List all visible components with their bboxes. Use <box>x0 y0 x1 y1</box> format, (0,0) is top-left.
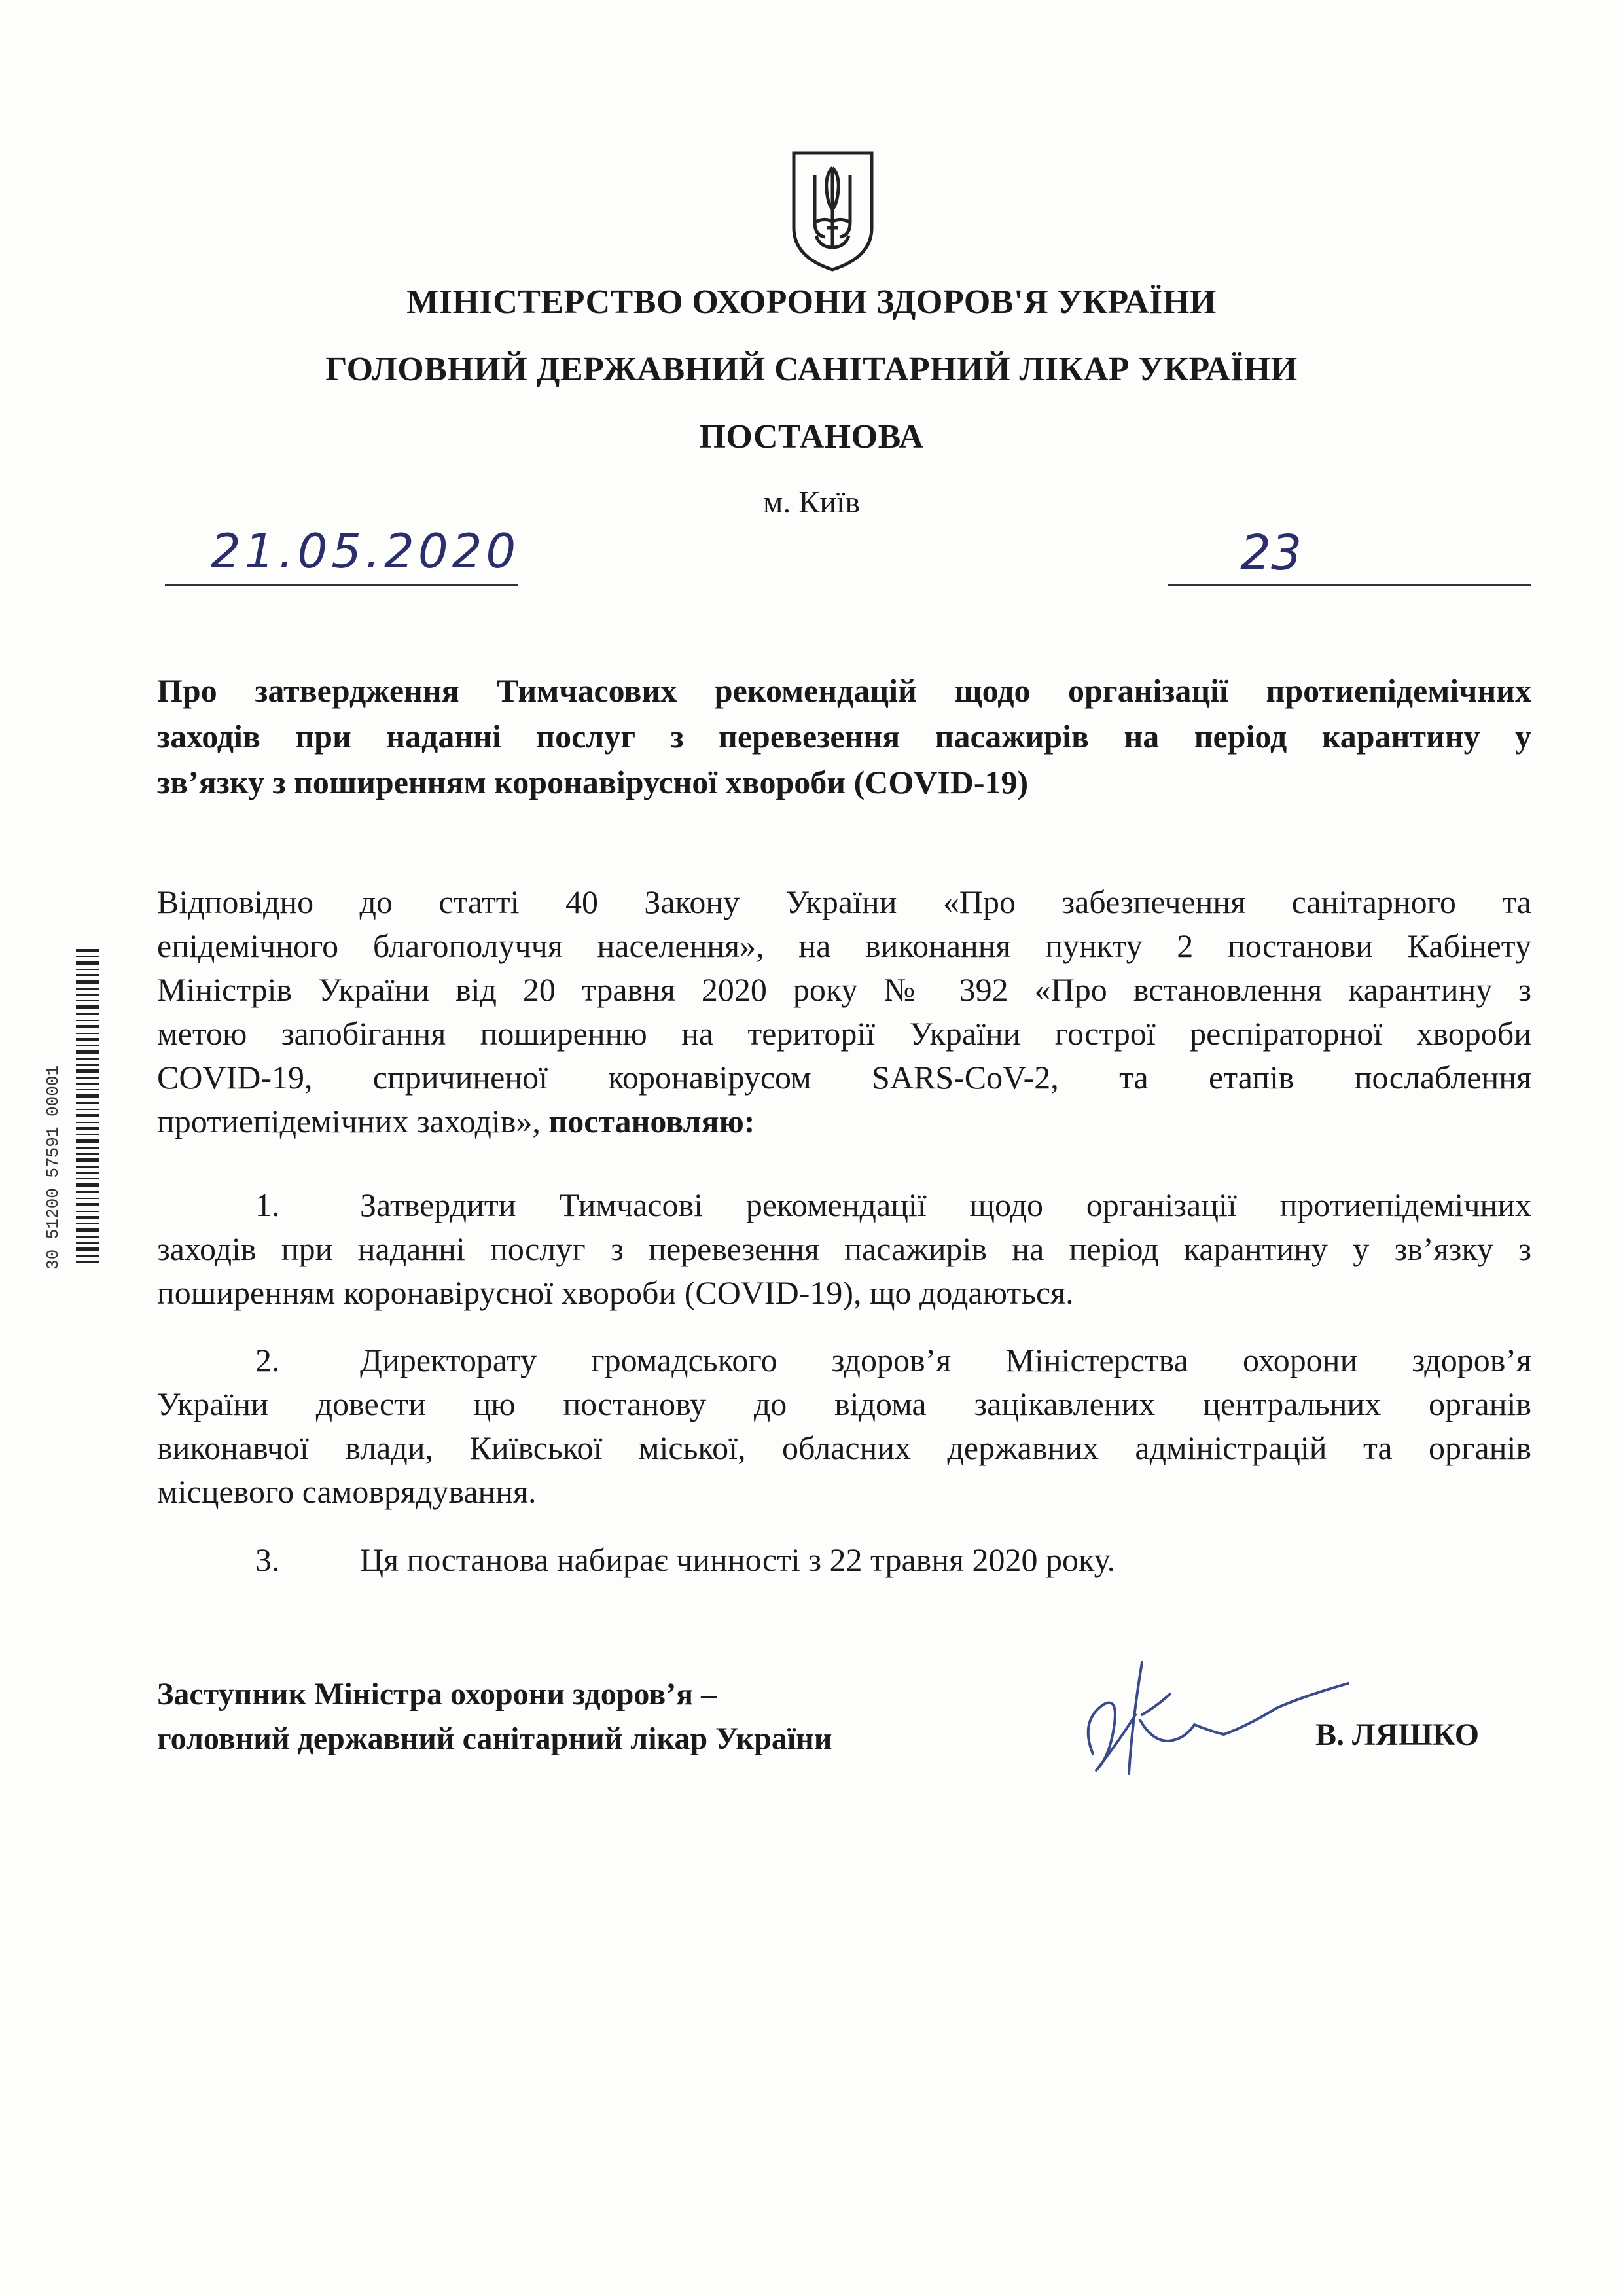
item-number: 3. <box>255 1541 280 1578</box>
intro-line: Міністрів України від 20 травня 2020 року № 392 «Про встановлення карантину з <box>157 971 1531 1008</box>
item-line: заходів при наданні послуг з перевезення пасажирів на період карантину у зв’язку з <box>157 1230 1531 1267</box>
item-text: Директорату громадського здоров’я Міністерства охорони здоров’я <box>360 1342 1531 1378</box>
intro-line: метою запобігання поширенню на території України гострої респіраторної хвороби <box>157 1015 1531 1052</box>
subject-line: зв’язку з поширенням коронавірусної хвороби (COVID-19) <box>157 764 1029 800</box>
item-line: місцевого самоврядування. <box>157 1473 537 1510</box>
item-text: Затвердити Тимчасові рекомендації щодо організації протиепідемічних <box>360 1187 1531 1223</box>
date-underline <box>165 584 518 586</box>
item-line: виконавчої влади, Київської міської, обласних державних адміністрацій та органів <box>157 1429 1531 1466</box>
subject-line: Про затвердження Тимчасових рекомендацій щодо організації протиепідемічних <box>157 672 1531 709</box>
intro-line: епідемічного благополуччя населення», на виконання пункту 2 постанови Кабінету <box>157 927 1531 964</box>
coat-of-arms-icon <box>789 149 877 274</box>
intro-last-text: протиепідемічних заходів», <box>157 1103 549 1139</box>
item-number: 2. <box>255 1342 280 1378</box>
item-line: України довести цю постанову до відома зацікавлених центральних органів <box>157 1386 1531 1422</box>
item-2 <box>157 1338 1531 1514</box>
signatory-name: В. ЛЯШКО <box>1315 1717 1480 1752</box>
chief-sanitary-doctor-title: ГОЛОВНИЙ ДЕРЖАВНИЙ САНІТАРНИЙ ЛІКАР УКРАЇНИ <box>325 351 1298 388</box>
intro-line: COVID-19, спричиненої коронавірусом SARS-CoV-2, та етапів послаблення <box>157 1059 1531 1096</box>
number-underline <box>1168 584 1531 586</box>
signatory-position <box>157 1672 832 1761</box>
item-3 <box>157 1538 1531 1582</box>
ministry-title: МІНІСТЕРСТВО ОХОРОНИ ЗДОРОВ'Я УКРАЇНИ <box>406 283 1217 321</box>
item-number: 1. <box>255 1187 280 1223</box>
document-subject <box>157 668 1531 805</box>
signatory-position-line: головний державний санітарний лікар України <box>157 1721 832 1756</box>
intro-line: Відповідно до статті 40 Закону України «Про забезпечення санітарного та <box>157 884 1531 920</box>
document-type: ПОСТАНОВА <box>699 418 924 456</box>
document-date: 21.05.2020 <box>211 524 520 579</box>
item-line <box>157 1538 1531 1582</box>
item-line <box>157 1183 1531 1227</box>
item-text: Ця постанова набирає чинності з 22 травня 2020 року. <box>360 1541 1116 1578</box>
document-number: 23 <box>1240 525 1302 581</box>
item-line: поширенням коронавірусної хвороби (COVID-19), що додаються. <box>157 1274 1074 1311</box>
barcode-number: 30 51200 57591 00001 <box>43 1065 63 1270</box>
item-1 <box>157 1183 1531 1315</box>
resolve-word: постановляю: <box>548 1103 755 1139</box>
signatory-position-line: Заступник Міністра охорони здоров’я – <box>157 1677 717 1712</box>
item-line <box>157 1338 1531 1382</box>
intro-last-line <box>157 1100 1531 1143</box>
intro-paragraph <box>157 880 1531 1143</box>
subject-line: заходів при наданні послуг з перевезення пасажирів на період карантину у <box>157 718 1531 755</box>
document-city: м. Київ <box>762 485 861 520</box>
